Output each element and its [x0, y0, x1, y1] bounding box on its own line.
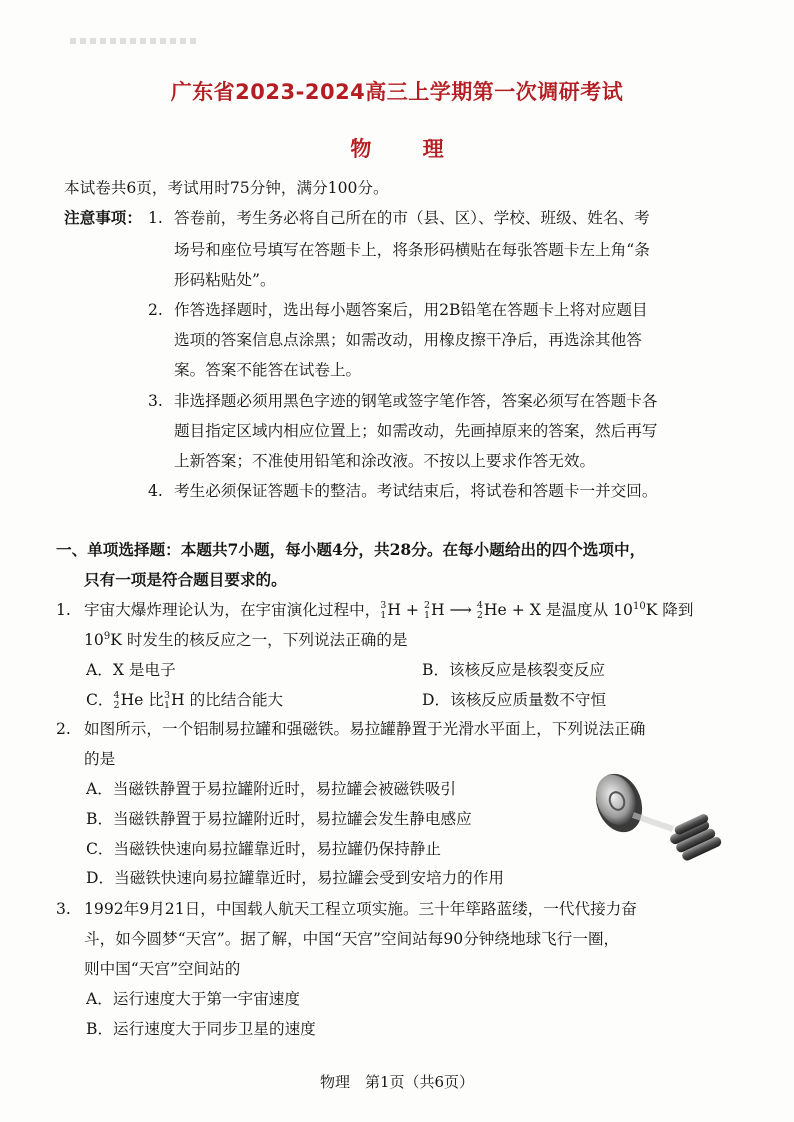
subject-title: 物 理 — [350, 137, 466, 161]
q3-stem-line-3: 则中国“天宫”空间站的 — [84, 960, 241, 978]
q1-nuclide-h3: 3 1 — [380, 600, 387, 621]
q2-stem-line-1: 如图所示，一个铝制易拉罐和强磁铁。易拉罐静置于光滑水平面上，下列说法正确 — [84, 720, 646, 738]
exam-title: 广东省2023-2024高三上学期第一次调研考试 — [170, 80, 624, 104]
strong-magnets — [666, 812, 723, 864]
q1-option-b: B．该核反应是核裂变反应 — [422, 661, 605, 679]
notes-label: 注意事项： — [64, 208, 142, 227]
note-3-num: 3. — [148, 392, 163, 410]
q1-stem-line-1: 宇宙大爆炸理论认为，在宇宙演化过程中， 3 1 H + 2 1 H ⟶ 4 2 He + X 是温度从 $10^{10}K$ 降到 — [84, 600, 694, 621]
q1-stem-line-2: $10^9K$ 时发生的核反应之一，下列说法正确的是 — [84, 630, 408, 649]
q2-stem-line-2: 的是 — [84, 750, 116, 768]
can-and-magnet-figure — [585, 763, 735, 868]
note-3-line-2: 题目指定区域内相应位置上；如需改动，先画掉原来的答案，然后再写 — [174, 422, 658, 440]
section-1-heading-line-1: 一、单项选择题：本题共7小题，每小题4分，共28分。在每小题给出的四个选项中， — [56, 540, 646, 559]
note-1-line-3: 形码粘贴处”。 — [174, 271, 276, 289]
q1-option-a: A．X 是电子 — [86, 661, 176, 679]
q1-option-d: D．该核反应质量数不守恒 — [422, 691, 607, 709]
q3-stem-line-2: 斗，如今圆梦“天宫”。据了解，中国“天宫”空间站每90分钟绕地球飞行一圈， — [84, 930, 620, 948]
q2-option-a: A．当磁铁静置于易拉罐附近时，易拉罐会被磁铁吸引 — [86, 780, 456, 798]
section-1-heading-line-2: 只有一项是符合题目要求的。 — [84, 570, 287, 589]
page-footer: 物理 第1页（共6页） — [319, 1073, 475, 1091]
note-2-line-3: 案。答案不能答在试卷上。 — [174, 361, 362, 379]
q2-number: 2. — [56, 720, 71, 738]
exam-intro: 本试卷共6页，考试用时75分钟，满分100分。 — [64, 179, 389, 197]
note-3-line-3: 上新答案；不准使用铅笔和涂改液。不按以上要求作答无效。 — [174, 452, 596, 470]
note-2-num: 2. — [148, 301, 163, 319]
note-1-line-1: 答卷前，考生务必将自己所在的市（县、区）、学校、班级、姓名、考 — [174, 209, 650, 227]
aluminum-can — [588, 767, 650, 838]
note-1-num: 1. — [148, 209, 163, 227]
q3-stem-line-1: 1992年9月21日，中国载人航天工程立项实施。三十年筚路蓝缕，一代代接力奋 — [84, 900, 637, 918]
note-2-line-1: 作答选择题时，选出每小题答案后，用2B铅笔在答题卡上将对应题目 — [174, 301, 648, 319]
q3-number: 3. — [56, 900, 71, 918]
q1-nuclide-he4: 4 2 — [476, 600, 483, 621]
q2-option-b: B．当磁铁静置于易拉罐附近时，易拉罐会发生静电感应 — [86, 810, 472, 828]
q3-option-a: A．运行速度大于第一宇宙速度 — [86, 990, 300, 1008]
q2-option-c: C．当磁铁快速向易拉罐靠近时，易拉罐仍保持静止 — [86, 840, 441, 858]
note-4-line-1: 考生必须保证答题卡的整洁。考试结束后，将试卷和答题卡一并交回。 — [174, 482, 658, 500]
q1-option-c: C． 4 2 He 比 3 1 H 的比结合能大 — [86, 690, 284, 711]
q3-option-b: B．运行速度大于同步卫星的速度 — [86, 1020, 316, 1038]
q1-number: 1. — [56, 601, 71, 619]
note-3-line-1: 非选择题必须用黑色字迹的钢笔或签字笔作答，答案必须写在答题卡各 — [174, 392, 658, 410]
q1-nuclide-h2: 2 1 — [423, 600, 430, 621]
q2-option-d: D．当磁铁快速向易拉罐靠近时，易拉罐会受到安培力的作用 — [86, 869, 504, 887]
note-2-line-2: 选项的答案信息点涂黑；如需改动，用橡皮擦干净后，再选涂其他答 — [174, 331, 642, 349]
note-4-num: 4. — [148, 482, 163, 500]
note-1-line-2: 场号和座位号填写在答题卡上，将条形码横贴在每张答题卡左上角“条 — [174, 241, 650, 259]
scan-artifact — [70, 38, 200, 44]
